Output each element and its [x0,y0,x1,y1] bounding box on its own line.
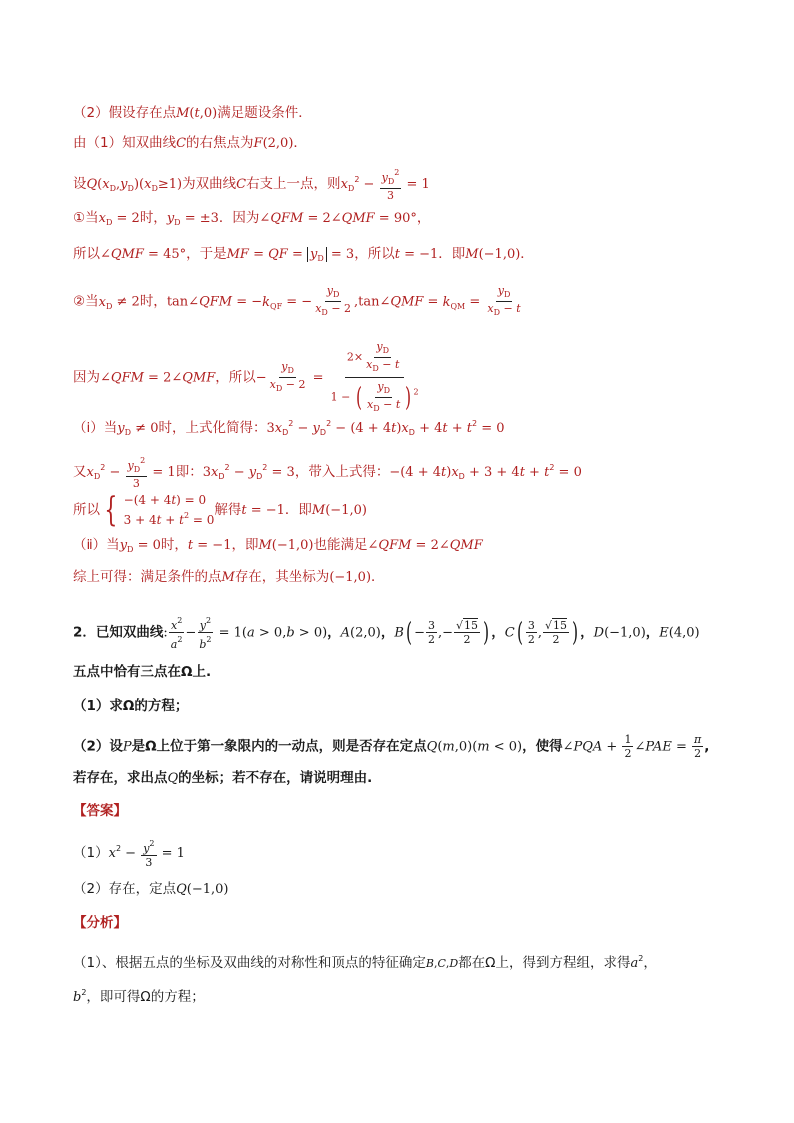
line-5: 所以∠QMF = 45°，于是MF = QF = $y_D = 3$，所以t = −1．即M(−1,0)． [73,246,534,263]
line-11: （ⅱ）当$y_D = 0$时，t = −1，即M(−1,0)也能满足∠QFM = 2∠QMF [73,537,483,554]
answer-1: $(1)x^2$ − $\frac{y^2}{3}$ = 1 [73,839,185,869]
line-12: 综上可得：满足条件的点M存在，其坐标为(−1,0)． [73,569,385,585]
problem-2-question-1: （1）求Ω的方程； [73,698,189,714]
line-4: ①当$x_D = 2$时，$y_D = \pm 3$．因为∠QFM = 2∠QMF = 90°， [73,210,431,227]
line-10: 所以 { −(4 + 4t) = 0 $3 + 4t + t^2 = 0$ 解得t = −1．即M(−1,0) [73,490,367,530]
analysis-1: （1）、根据五点的坐标及双曲线的对称性和顶点的特征确定B,C,D都在Ω上，得到方程组，求得$a^2$， [73,954,657,971]
answer-label: 【答案】 [73,803,127,819]
answer-2: （2）存在，定点Q(−1,0) [73,881,229,897]
analysis-label: 【分析】 [73,915,127,931]
equation-system: { −(4 + 4t) = 0 $3 + 4t + t^2 = 0$ [104,490,215,530]
line-3: 设$Q(x_D,y_D)(x_D\ge 1)$为双曲线C右支上一点，则$x_D^2$ − $\frac{y_D^2}{3}$ = 1 [73,168,430,202]
line-2: 由（1）知双曲线C的右焦点为F(2,0)． [73,135,307,151]
line-1: （2）假设存在点M(t,0)满足题设条件． [73,105,312,121]
line-6: ②当$x_D \ne 2$时，tan∠QFM = $-k_{QF}$ = − $\frac{y_D}{x_D - 2}$ ,tan∠QMF = $k_{QM}$ = $\frac{y_D}{x_D - t}$ [73,284,521,317]
problem-2-question-2-cont: 若存在，求出点Q的坐标；若不存在，请说明理由. [73,770,373,786]
line-7: 因为∠QFM = 2∠QMF，所以− $\frac{y_D}{x_D - 2}$ = 2× $\frac{y_D}{x_D - t}$ 1 − ( $\frac{y_D}{x_D - t}$ ) $^2$ [73,340,419,413]
analysis-2: $b^2$，即可得Ω的方程； [73,988,205,1005]
problem-2-statement: 2．已知双曲线: $\frac{x^2}{a^2}$ − $\frac{y^2}{b^2}$ = 1(a > 0,b > 0)，A(2,0)，B( − $\frac{3}{2}$ ,− $\frac{√15}{2}$ ) ，C( $\frac{3}{2}$ , $\frac{√15}{2}$ ) ，D(−1,0)，E(4,0) [73,616,700,651]
line-8: （ⅰ）当$y_D \ne 0$时，上式化简得：$3x_D^2 - y_D^2 - (4 + 4t)x_D + 4t + t^2 = 0$ [73,419,505,437]
problem-2-question-2: （2）设P是Ω上位于第一象限内的一动点，则是否存在定点Q(m,0)(m < 0)，使得∠PQA + $\frac{1}{2}$ ∠PAE = $\frac{\pi}{2}$ , [73,733,710,760]
problem-2-condition: 五点中恰有三点在Ω上. [73,664,212,680]
line-9: 又$x_D^2$ − $\frac{y_D^2}{3}$ = 1即：$3x_D^2 - y_D^2 = 3$，带入上式得：$-(4 + 4t)x_D + 3 + 4t + t^2 = 0$ [73,456,582,490]
